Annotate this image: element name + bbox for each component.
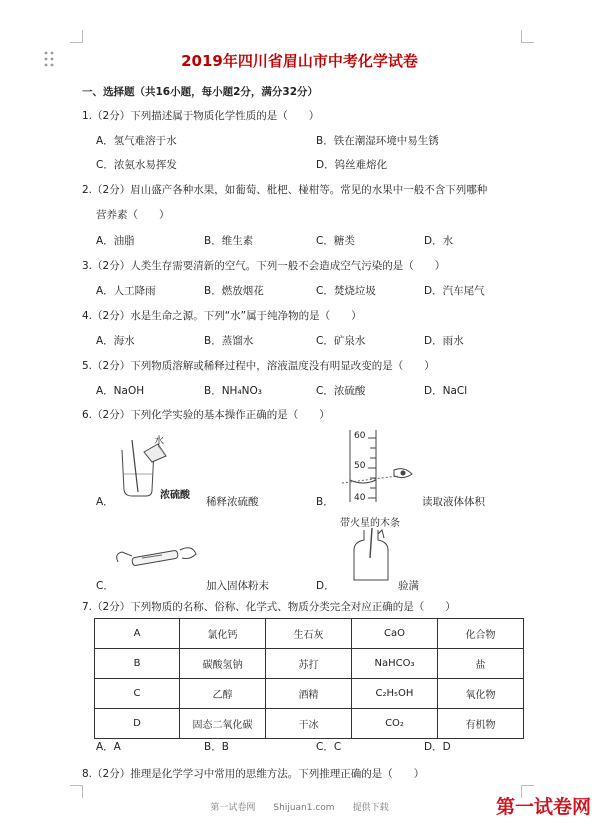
question-7: 7.（2分）下列物质的名称、俗称、化学式、物质分类完全对应正确的是（ ）: [82, 601, 456, 613]
q1-option-b: B．铁在潮湿环境中易生锈: [316, 135, 439, 147]
section-heading: 一、选择题（共16小题，每小题2分，满分32分）: [82, 86, 319, 98]
q6-a-acid-label: 浓硫酸: [160, 490, 190, 501]
question-3: 3.（2分）人类生存需要清新的空气。下列一般不会造成空气污染的是（ ）: [82, 260, 446, 272]
q6-option-d-letter: D．: [316, 580, 335, 592]
q2-option-a: A．油脂: [96, 235, 135, 247]
q7-option-d: D．D: [424, 741, 451, 753]
figure-add-powder: [112, 540, 202, 574]
question-5: 5.（2分）下列物质溶解或稀释过程中，溶液温度没有明显改变的是（ ）: [82, 360, 435, 372]
q4-option-a: A．海水: [96, 335, 135, 347]
q7-option-b: B．B: [204, 741, 229, 753]
q7-table: [94, 618, 524, 739]
q5-option-a: A．NaOH: [96, 385, 145, 397]
table-cell: 化合物: [438, 619, 524, 649]
table-row: [95, 649, 524, 679]
q1-option-a: A．氢气难溶于水: [96, 135, 177, 147]
question-1: 1.（2分）下列描述属于物质化学性质的是（ ）: [82, 110, 320, 122]
q3-option-b: B．燃放烟花: [204, 285, 264, 297]
q7-option-c: C．C: [316, 741, 342, 753]
table-cell: CO₂: [352, 709, 438, 739]
q6-a-water-label: 水: [154, 436, 164, 447]
crop-mark-bottom-left: [70, 785, 83, 798]
table-cell: 有机物: [438, 709, 524, 739]
q4-option-b: B．蒸馏水: [204, 335, 254, 347]
q1-option-c: C．浓氨水易挥发: [96, 159, 177, 171]
q3-option-a: A．人工降雨: [96, 285, 156, 297]
q2-option-d: D．水: [424, 235, 454, 247]
crop-mark-top-right: [521, 30, 534, 43]
table-cell: 苏打: [266, 649, 352, 679]
question-8: 8.（2分）推理是化学学习中常用的思维方法。下列推理正确的是（ ）: [82, 768, 425, 780]
table-cell: B: [95, 649, 180, 679]
q6-option-c-letter: C．: [96, 580, 114, 592]
page-footer: 第一试卷网 Shijuan1.com 提供下载: [210, 803, 389, 813]
table-cell: 酒精: [266, 679, 352, 709]
q2-option-b: B．维生素: [204, 235, 254, 247]
q5-option-d: D．NaCl: [424, 385, 468, 397]
table-cell: A: [95, 619, 180, 649]
q6-option-b-label: 读取液体体积: [422, 496, 485, 508]
brand-logo: 第一试卷网: [495, 796, 591, 818]
q4-option-d: D．雨水: [424, 335, 464, 347]
q6-b-tick-40: 40: [354, 493, 366, 503]
q6-b-tick-50: 50: [354, 461, 366, 471]
table-cell: D: [95, 709, 180, 739]
table-row: [95, 619, 524, 649]
question-6: 6.（2分）下列化学实验的基本操作正确的是（ ）: [82, 409, 330, 421]
table-cell: CaO: [352, 619, 438, 649]
table-cell: C: [95, 679, 180, 709]
table-cell: 生石灰: [266, 619, 352, 649]
table-cell: 氧化物: [438, 679, 524, 709]
figure-gas-bottle: [348, 528, 398, 584]
q7-option-a: A．A: [96, 741, 121, 753]
table-cell: 盐: [438, 649, 524, 679]
q6-d-stick-label: 带火星的木条: [340, 518, 400, 529]
q1-option-d: D．钨丝难熔化: [316, 159, 388, 171]
q6-b-tick-60: 60: [354, 431, 366, 441]
question-2-line-1: 2.（2分）眉山盛产各种水果，如葡萄、枇杷、椪柑等。常见的水果中一般不含下列哪种: [82, 184, 488, 196]
table-cell: C₂H₅OH: [352, 679, 438, 709]
table-cell: NaHCO₃: [352, 649, 438, 679]
table-cell: 固态二氧化碳: [180, 709, 266, 739]
q2-option-c: C．糖类: [316, 235, 355, 247]
table-cell: 干冰: [266, 709, 352, 739]
crop-mark-top-left: [70, 30, 83, 43]
q6-option-a-letter: A．: [96, 496, 114, 508]
q3-option-c: C．焚烧垃圾: [316, 285, 376, 297]
table-row: [95, 709, 524, 739]
question-2-line-2: 营养素（ ）: [96, 209, 170, 221]
page-title: 2019年四川省眉山市中考化学试卷: [181, 52, 418, 70]
table-cell: 乙醇: [180, 679, 266, 709]
q5-option-c: C．浓硫酸: [316, 385, 366, 397]
q6-option-a-label: 稀释浓硫酸: [206, 496, 259, 508]
question-4: 4.（2分）水是生命之源。下列“水”属于纯净物的是（ ）: [82, 310, 362, 322]
q5-option-b: B．NH₄NO₃: [204, 385, 262, 397]
figure-graduated-cylinder: [330, 428, 420, 508]
q6-option-d-label: 验满: [398, 580, 419, 592]
q3-option-d: D．汽车尾气: [424, 285, 485, 297]
q6-option-b-letter: B．: [316, 496, 334, 508]
q6-option-c-label: 加入固体粉末: [206, 580, 269, 592]
table-cell: 碳酸氢钠: [180, 649, 266, 679]
table-row: [95, 679, 524, 709]
q4-option-c: C．矿泉水: [316, 335, 366, 347]
table-cell: 氯化钙: [180, 619, 266, 649]
